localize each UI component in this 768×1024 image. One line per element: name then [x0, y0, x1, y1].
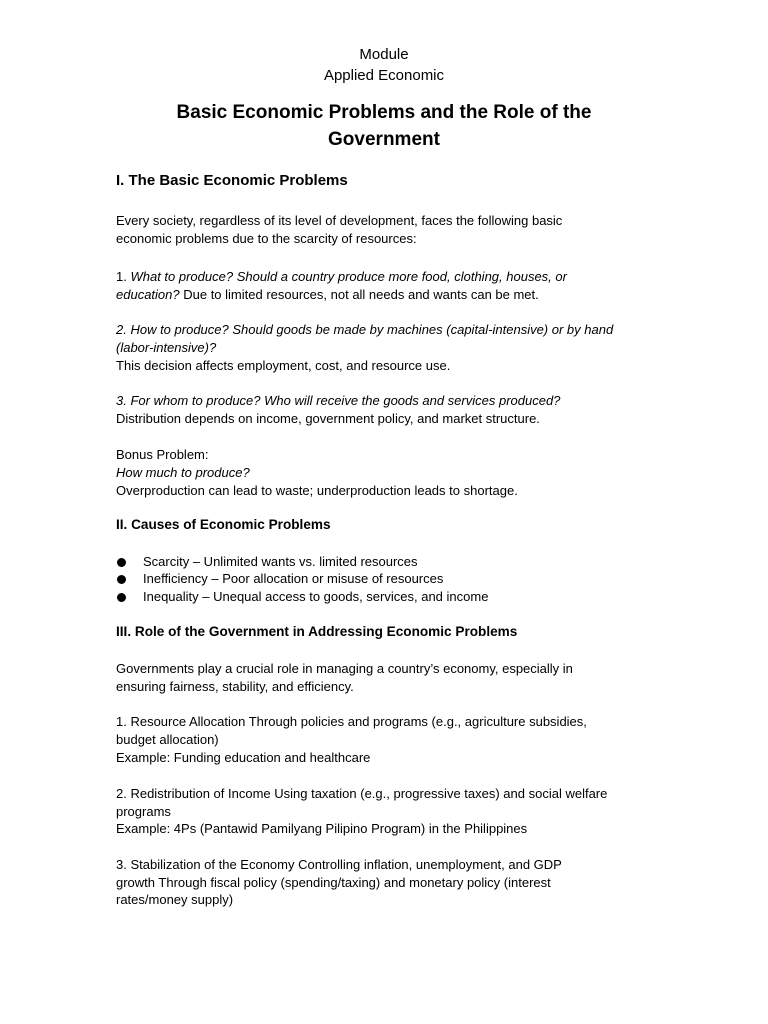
- section2-heading: II. Causes of Economic Problems: [116, 517, 331, 532]
- bonus-question: How much to produce?: [116, 465, 250, 480]
- bullet-dot-icon: [117, 558, 126, 567]
- problem1-question-a: What to produce? Should a country produce more food, clothing, houses, or: [130, 269, 567, 284]
- problem1-line1: [116, 268, 567, 286]
- section3-heading: III. Role of the Government in Addressing Economic Problems: [116, 624, 518, 639]
- role3-line3: rates/money supply): [116, 892, 234, 907]
- problem2-question-b: (labor-intensive)?: [116, 340, 217, 355]
- module-label: Module: [359, 46, 409, 63]
- problem1-question-b: education?: [116, 287, 180, 302]
- problem3-explanation: Distribution depends on income, government policy, and market structure.: [116, 411, 540, 426]
- problem1-line2: [116, 286, 539, 304]
- problem2-question-a: 2. How to produce? Should goods be made by machines (capital-intensive) or by hand: [116, 322, 614, 337]
- problem2-explanation: This decision affects employment, cost, and resource use.: [116, 358, 451, 373]
- problem1-number: 1.: [116, 269, 131, 284]
- problem3-question: 3. For whom to produce? Who will receive the goods and services produced?: [116, 393, 561, 408]
- cause-item: Inequality – Unequal access to goods, services, and income: [143, 589, 489, 604]
- section1-heading: I. The Basic Economic Problems: [116, 172, 348, 189]
- subject-label: Applied Economic: [323, 67, 445, 84]
- page-title-line1: Basic Economic Problems and the Role of the: [176, 102, 592, 123]
- role2-line1: 2. Redistribution of Income Using taxation (e.g., progressive taxes) and social welfare: [116, 786, 608, 801]
- bullet-dot-icon: [117, 575, 126, 584]
- bullet-dot-icon: [117, 593, 126, 602]
- cause-item: Scarcity – Unlimited wants vs. limited resources: [143, 554, 418, 569]
- section1-intro-line1: Every society, regardless of its level of development, faces the following basic: [116, 213, 563, 228]
- cause-item: Inefficiency – Poor allocation or misuse of resources: [143, 571, 444, 586]
- problem1-explanation: Due to limited resources, not all needs and wants can be met.: [179, 287, 539, 302]
- role2-line2: programs: [116, 804, 171, 819]
- bonus-label: Bonus Problem:: [116, 447, 209, 462]
- section1-intro-line2: economic problems due to the scarcity of resources:: [116, 231, 417, 246]
- page-title-line2: Government: [328, 129, 440, 150]
- section3-intro-line2: ensuring fairness, stability, and efficiency.: [116, 679, 354, 694]
- bonus-explanation: Overproduction can lead to waste; underproduction leads to shortage.: [116, 483, 518, 498]
- role1-line1: 1. Resource Allocation Through policies and programs (e.g., agriculture subsidies,: [116, 714, 587, 729]
- role1-example: Example: Funding education and healthcare: [116, 750, 371, 765]
- section3-intro-line1: Governments play a crucial role in managing a country’s economy, especially in: [116, 661, 573, 676]
- role3-line2: growth Through fiscal policy (spending/taxing) and monetary policy (interest: [116, 875, 551, 890]
- role3-line1: 3. Stabilization of the Economy Controlling inflation, unemployment, and GDP: [116, 857, 562, 872]
- role1-line2: budget allocation): [116, 732, 219, 747]
- role2-example: Example: 4Ps (Pantawid Pamilyang Pilipino Program) in the Philippines: [116, 821, 528, 836]
